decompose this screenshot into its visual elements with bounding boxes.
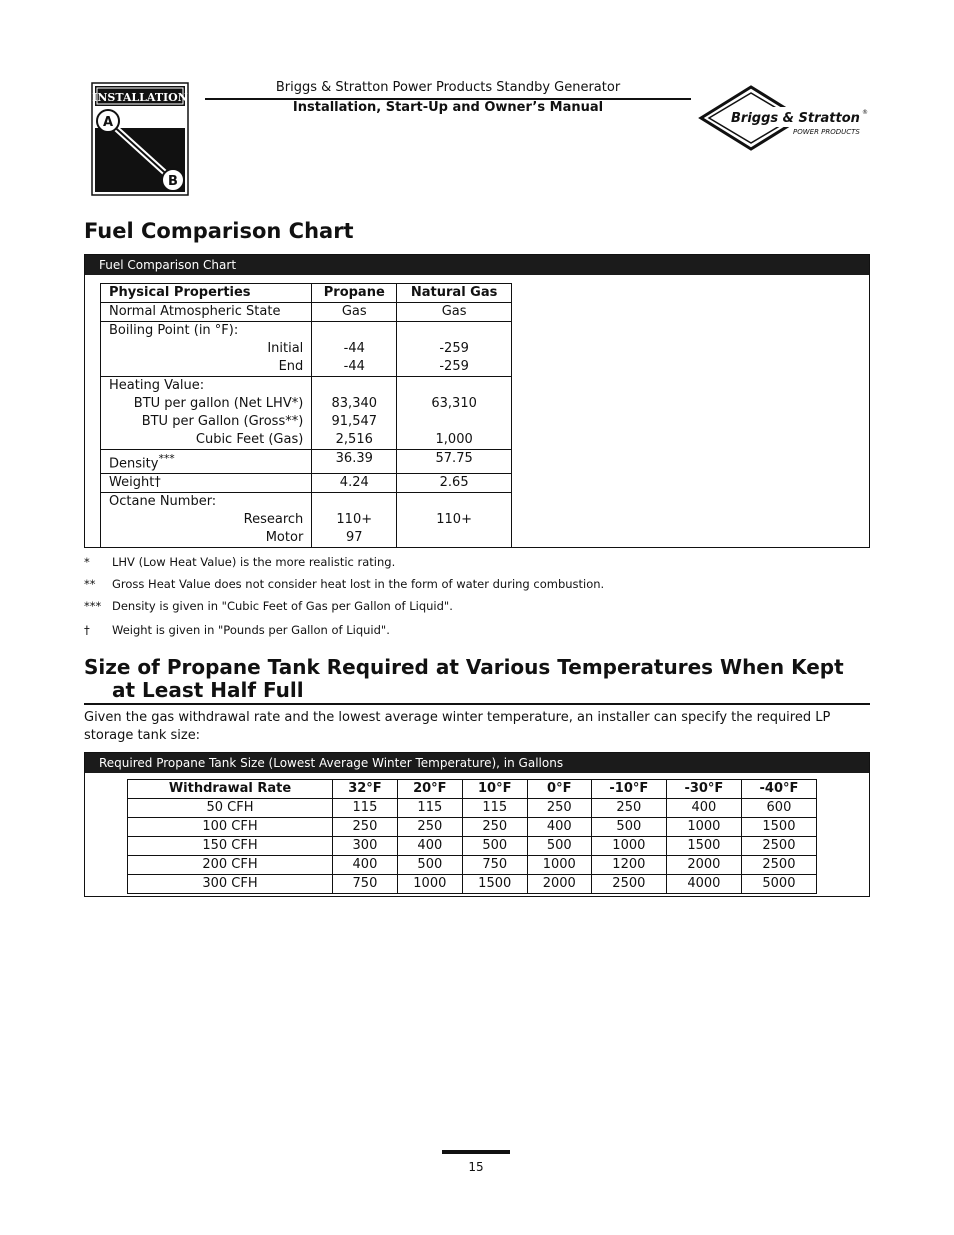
initial-label: Initial xyxy=(267,341,304,356)
initial-natural-gas: -259 xyxy=(439,341,469,356)
svg-text:INSTALLATION: INSTALLATION xyxy=(92,91,188,104)
tank-size-cell: 750 xyxy=(333,875,398,894)
tank-size-cell: 500 xyxy=(591,818,666,837)
table-header: Propane xyxy=(312,284,397,303)
tank-size-cell: 1000 xyxy=(527,856,591,875)
motor-label: Motor xyxy=(265,530,304,546)
header-subtitle: Installation, Start-Up and Owner’s Manual xyxy=(292,100,604,115)
svg-text:Briggs & Stratton: Briggs & Stratton xyxy=(731,111,860,126)
natural-gas-value: 2.65 xyxy=(397,474,512,493)
cubic-feet-label: Cubic Feet (Gas) xyxy=(195,432,304,447)
research-natural-gas: 110+ xyxy=(436,512,472,528)
cubic-propane: 2,516 xyxy=(335,432,373,447)
section-rule xyxy=(84,703,870,705)
footnote-mark: ** xyxy=(285,414,299,429)
withdrawal-rate-cell: 300 CFH xyxy=(128,875,333,894)
table-row xyxy=(128,837,817,856)
net-lhv-label: BTU per gallon (Net LHV*) xyxy=(133,396,304,411)
tank-size-cell: 5000 xyxy=(741,875,816,894)
tank-size-cell: 2000 xyxy=(666,856,741,875)
table-header: Physical Properties xyxy=(101,284,312,303)
natural-gas-value xyxy=(397,493,512,548)
tank-size-cell: 400 xyxy=(527,818,591,837)
tank-size-cell: 1500 xyxy=(462,875,527,894)
tank-size-cell: 1000 xyxy=(666,818,741,837)
propane-value xyxy=(312,322,397,377)
table-header: 0°F xyxy=(527,780,591,799)
footnote: *** Density is given in "Cubic Feet of Gas per Gallon of Liquid". xyxy=(84,599,453,613)
footnote: * LHV (Low Heat Value) is the more realistic rating. xyxy=(84,555,396,569)
section-title-propane-tank-size: Size of Propane Tank Required at Various Temperatures When Kept at Least Half Full xyxy=(84,655,844,702)
fuel-comparison-box-title: Fuel Comparison Chart xyxy=(85,255,869,275)
table-header: 10°F xyxy=(462,780,527,799)
tank-size-cell: 1000 xyxy=(397,875,462,894)
table-header: 32°F xyxy=(333,780,398,799)
natural-gas-value xyxy=(397,377,512,450)
tank-size-cell: 1000 xyxy=(591,837,666,856)
table-row xyxy=(128,875,817,894)
withdrawal-rate-cell: 100 CFH xyxy=(128,818,333,837)
end-label: End xyxy=(278,359,304,374)
withdrawal-rate-cell: 50 CFH xyxy=(128,799,333,818)
propane-value xyxy=(312,377,397,450)
svg-text:POWER PRODUCTS: POWER PRODUCTS xyxy=(793,128,860,136)
tank-size-cell: 300 xyxy=(333,837,398,856)
end-propane: -44 xyxy=(343,359,365,374)
header-title: Briggs & Stratton Power Products Standby Generator xyxy=(275,80,621,95)
footnote-mark: † xyxy=(154,475,161,491)
propane-value: 36.39 xyxy=(312,450,397,474)
page-number: 15 xyxy=(468,1160,484,1174)
table-row xyxy=(101,303,512,322)
gross-label: BTU per Gallon (Gross**) xyxy=(141,414,304,429)
tank-size-cell: 2500 xyxy=(741,856,816,875)
heating-label: Heating Value: xyxy=(109,378,205,393)
tank-size-cell: 500 xyxy=(397,856,462,875)
tank-size-box xyxy=(84,752,870,897)
footnote-mark: *** xyxy=(158,452,175,465)
research-label: Research xyxy=(243,512,304,528)
footnote: † Weight is given in "Pounds per Gallon of Liquid". xyxy=(84,623,390,637)
withdrawal-rate-cell: 150 CFH xyxy=(128,837,333,856)
net-natural-gas: 63,310 xyxy=(431,396,477,411)
tank-size-cell: 250 xyxy=(333,818,398,837)
tank-size-cell: 500 xyxy=(527,837,591,856)
gross-natural-gas xyxy=(405,413,503,431)
row-label: Density*** xyxy=(101,450,312,474)
natural-gas-value: 57.75 xyxy=(397,450,512,474)
tank-size-cell: 2500 xyxy=(591,875,666,894)
table-header: Withdrawal Rate xyxy=(128,780,333,799)
table-header: -10°F xyxy=(591,780,666,799)
tank-table-body xyxy=(128,799,817,894)
tank-size-cell: 500 xyxy=(462,837,527,856)
table-row xyxy=(101,377,512,450)
cubic-natural-gas: 1,000 xyxy=(435,432,473,447)
tank-size-cell: 1500 xyxy=(741,818,816,837)
end-natural-gas: -259 xyxy=(439,359,469,374)
briggs-stratton-logo xyxy=(697,84,869,152)
tank-size-table xyxy=(127,779,817,894)
table-row xyxy=(101,322,512,377)
tank-size-cell: 400 xyxy=(397,837,462,856)
tank-size-cell: 4000 xyxy=(666,875,741,894)
svg-text:A: A xyxy=(102,115,114,130)
row-label xyxy=(101,493,312,548)
footnote: ** Gross Heat Value does not consider heat lost in the form of water during combustion. xyxy=(84,577,605,591)
tank-size-cell: 115 xyxy=(333,799,398,818)
tank-size-box-title: Required Propane Tank Size (Lowest Average Winter Temperature), in Gallons xyxy=(85,753,869,773)
table-row xyxy=(101,493,512,548)
page-number-bar xyxy=(442,1150,510,1154)
boiling-label: Boiling Point (in °F): xyxy=(109,323,239,338)
tank-size-cell: 400 xyxy=(666,799,741,818)
tank-size-cell: 115 xyxy=(397,799,462,818)
row-label: Weight† xyxy=(101,474,312,493)
research-propane: 110+ xyxy=(336,512,373,528)
table-row xyxy=(128,818,817,837)
tank-size-cell: 1500 xyxy=(666,837,741,856)
tank-size-cell: 400 xyxy=(333,856,398,875)
row-label xyxy=(101,377,312,450)
table-header: -40°F xyxy=(741,780,816,799)
tank-size-cell: 750 xyxy=(462,856,527,875)
motor-propane: 97 xyxy=(346,530,363,546)
table-row xyxy=(101,474,512,493)
gross-propane: 91,547 xyxy=(331,414,378,429)
table-header: Natural Gas xyxy=(397,284,512,303)
footnote-mark: * xyxy=(291,396,299,411)
svg-text:®: ® xyxy=(862,109,868,116)
tank-size-cell: 600 xyxy=(741,799,816,818)
row-label xyxy=(101,322,312,377)
table-header-row xyxy=(101,284,512,303)
natural-gas-value: Gas xyxy=(397,303,512,322)
tank-size-cell: 2500 xyxy=(741,837,816,856)
tank-size-cell: 1200 xyxy=(591,856,666,875)
tank-size-cell: 250 xyxy=(397,818,462,837)
octane-label: Octane Number: xyxy=(109,494,217,510)
table-row xyxy=(128,856,817,875)
tank-size-cell: 250 xyxy=(591,799,666,818)
table-row xyxy=(128,799,817,818)
tank-size-cell: 250 xyxy=(527,799,591,818)
fuel-comparison-box xyxy=(84,254,870,548)
section-title-fuel-comparison: Fuel Comparison Chart xyxy=(84,219,354,243)
table-header: 20°F xyxy=(397,780,462,799)
table-row xyxy=(101,450,512,474)
svg-text:B: B xyxy=(168,174,178,189)
natural-gas-value xyxy=(397,322,512,377)
propane-value: Gas xyxy=(312,303,397,322)
withdrawal-rate-cell: 200 CFH xyxy=(128,856,333,875)
propane-value: 4.24 xyxy=(312,474,397,493)
tank-size-cell: 115 xyxy=(462,799,527,818)
intro-paragraph: Given the gas withdrawal rate and the lowest average winter temperature, an installer can specify the required LP storage tank size: xyxy=(84,710,831,743)
propane-value xyxy=(312,493,397,548)
tank-size-cell: 2000 xyxy=(527,875,591,894)
table-header: -30°F xyxy=(666,780,741,799)
installation-badge-icon xyxy=(91,82,189,196)
table-header-row xyxy=(128,780,817,799)
net-propane: 83,340 xyxy=(331,396,378,411)
fuel-comparison-table xyxy=(100,283,512,548)
initial-propane: -44 xyxy=(343,341,365,356)
tank-size-cell: 250 xyxy=(462,818,527,837)
row-label: Normal Atmospheric State xyxy=(101,303,312,322)
